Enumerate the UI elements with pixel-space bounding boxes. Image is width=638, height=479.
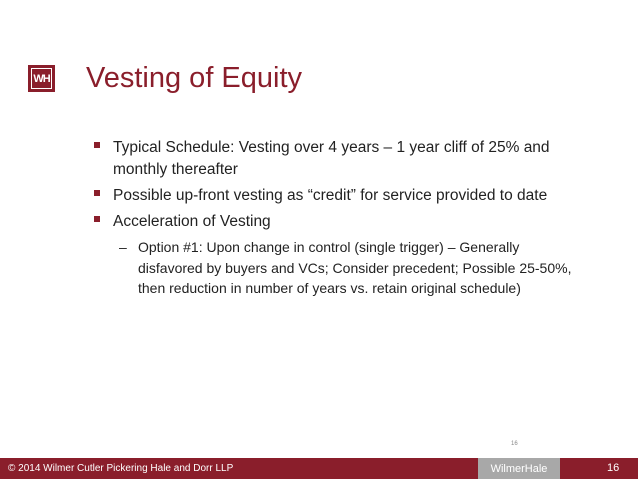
page-number: 16 — [607, 462, 620, 474]
dash-bullet: – — [119, 239, 127, 255]
slide-title: Vesting of Equity — [86, 62, 303, 94]
square-bullet-icon — [94, 216, 100, 222]
footer-brand: WilmerHale — [478, 458, 560, 479]
square-bullet-icon — [94, 142, 100, 148]
sub-bullet-item — [119, 237, 578, 299]
sub-bullet-text: Option #1: Upon change in control (single trigger) – Generally disfavored by buyers and VCs; Consider precedent; Possible 25-50%, then reduction in number of years vs. retain original schedule) — [138, 239, 572, 296]
bullet-item — [94, 211, 594, 233]
bullet-item — [94, 137, 594, 181]
footer-bar — [0, 458, 638, 479]
logo-text: WH — [33, 72, 50, 85]
copyright-text: © 2014 Wilmer Cutler Pickering Hale and Dorr LLP — [8, 463, 234, 474]
slide-content — [94, 137, 594, 299]
wilmerhale-logo — [28, 65, 55, 92]
bullet-text: Typical Schedule: Vesting over 4 years – 1 year cliff of 25% and monthly thereafter — [113, 139, 550, 178]
bullet-text: Acceleration of Vesting — [113, 213, 271, 230]
slide-number-small: 16 — [511, 441, 518, 447]
bullet-item — [94, 185, 594, 207]
bullet-text: Possible up-front vesting as “credit” for service provided to date — [113, 187, 548, 204]
square-bullet-icon — [94, 190, 100, 196]
